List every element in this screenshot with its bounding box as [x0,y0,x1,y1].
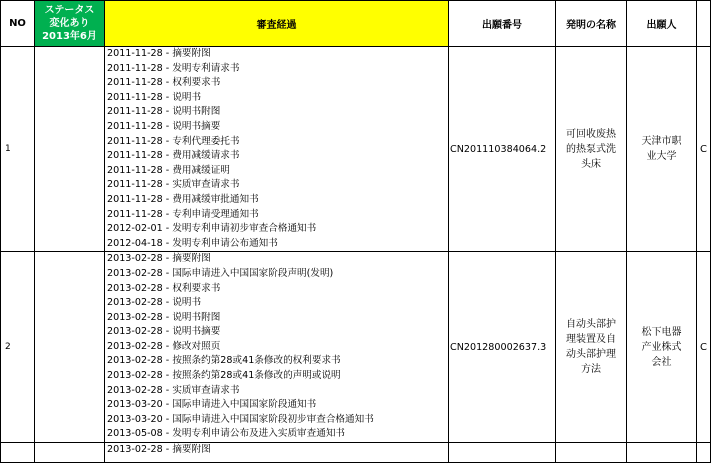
history-entry: 2011-11-28 - 说明书 [107,91,202,103]
header-status-line: 変化あり [49,18,90,29]
history-entry: 2013-02-28 - 说明书摘要 [107,326,221,338]
header-invention-name: 発明の名称 [556,1,627,47]
applicant-line: 松下电器 [641,326,682,338]
header-status-line: ステータス [44,5,95,16]
header-history: 審査経過 [105,1,449,47]
history-entry: 2013-02-28 - 说明书附图 [107,311,221,323]
history-entry: 2012-04-18 - 发明专利申请公布通知书 [107,237,278,249]
row-applicant [627,47,697,252]
applicant-line: 产业株式 [641,341,682,353]
row-application-no: CN201110384064.2 [449,47,556,252]
row-applicant [627,252,697,443]
name-line: 自动头部护 [566,319,616,331]
history-entry: 2011-11-28 - 费用减缓证明 [107,164,230,176]
row-extra [697,443,711,463]
row-number [1,443,35,463]
header-no: NO [1,1,35,47]
header-status [35,1,105,47]
applicant-line: 天津市职 [641,136,682,148]
history-entry: 2013-02-28 - 摘要附图 [107,444,211,456]
row-number: 2 [1,252,35,443]
table-row [1,443,711,463]
applicant-line: 业大学 [646,151,677,163]
name-line: 动头部护理 [566,349,616,361]
header-applicant: 出願人 [627,1,697,47]
row-status [35,443,105,463]
history-entry: 2011-11-28 - 专利代理委托书 [107,135,240,147]
row-invention-name [556,252,627,443]
history-entry: 2011-11-28 - 说明书摘要 [107,120,221,132]
history-entry: 2011-11-28 - 费用减缓请求书 [107,150,240,162]
history-entry: 2013-02-28 - 实质审查请求书 [107,384,240,396]
history-entry: 2013-02-28 - 国际申请进入中国国家阶段声明(发明) [107,267,334,279]
row-application-no: CN201280002637.3 [449,252,556,443]
history-entry: 2013-02-28 - 说明书 [107,297,202,309]
row-history [105,252,449,443]
name-line: 的热泵式洗 [566,143,616,155]
row-invention-name [556,47,627,252]
name-line: 方法 [581,364,601,376]
row-history [105,443,449,463]
row-applicant [627,443,697,463]
table-row [1,47,711,252]
history-entry: 2013-02-28 - 摘要附图 [107,253,211,265]
table-row [1,252,711,443]
history-entry: 2011-11-28 - 权利要求书 [107,77,221,89]
name-line: 可回收废热 [566,128,616,140]
name-line: 头床 [581,158,601,170]
history-entry: 2011-11-28 - 摘要附图 [107,48,211,59]
row-status [35,47,105,252]
history-entry: 2013-03-20 - 国际申请进入中国国家阶段初步审查合格通知书 [107,413,374,425]
header-row [1,1,711,47]
history-entry: 2013-02-28 - 按照条约第28或41条修改的声明或说明 [107,370,341,382]
header-status-line: 2013年6月 [42,31,97,42]
history-entry: 2011-11-28 - 发明专利请求书 [107,62,240,74]
history-entry: 2011-11-28 - 费用减缓审批通知书 [107,193,259,205]
row-extra: C [697,252,711,443]
history-entry: 2012-02-01 - 发明专利申请初步审查合格通知书 [107,223,317,235]
history-entry: 2011-11-28 - 说明书附图 [107,106,221,118]
row-history [105,47,449,252]
row-number: 1 [1,47,35,252]
history-entry: 2011-11-28 - 专利申请受理通知书 [107,208,259,220]
history-entry: 2013-02-28 - 权利要求书 [107,282,221,294]
row-extra: C [697,47,711,252]
history-entry: 2013-03-20 - 国际申请进入中国国家阶段通知书 [107,399,317,411]
history-entry: 2011-11-28 - 实质审查请求书 [107,179,240,191]
row-application-no [449,443,556,463]
row-status [35,252,105,443]
name-line: 理装置及自 [566,334,616,346]
header-application-no: 出願番号 [449,1,556,47]
history-entry: 2013-02-28 - 修改对照页 [107,340,221,352]
header-extra [697,1,711,47]
applicant-line: 会社 [651,356,672,368]
history-entry: 2013-05-08 - 发明专利申请公布及进入实质审查通知书 [107,428,346,440]
history-entry: 2013-02-28 - 按照条约第28或41条修改的权利要求书 [107,355,341,367]
row-invention-name [556,443,627,463]
